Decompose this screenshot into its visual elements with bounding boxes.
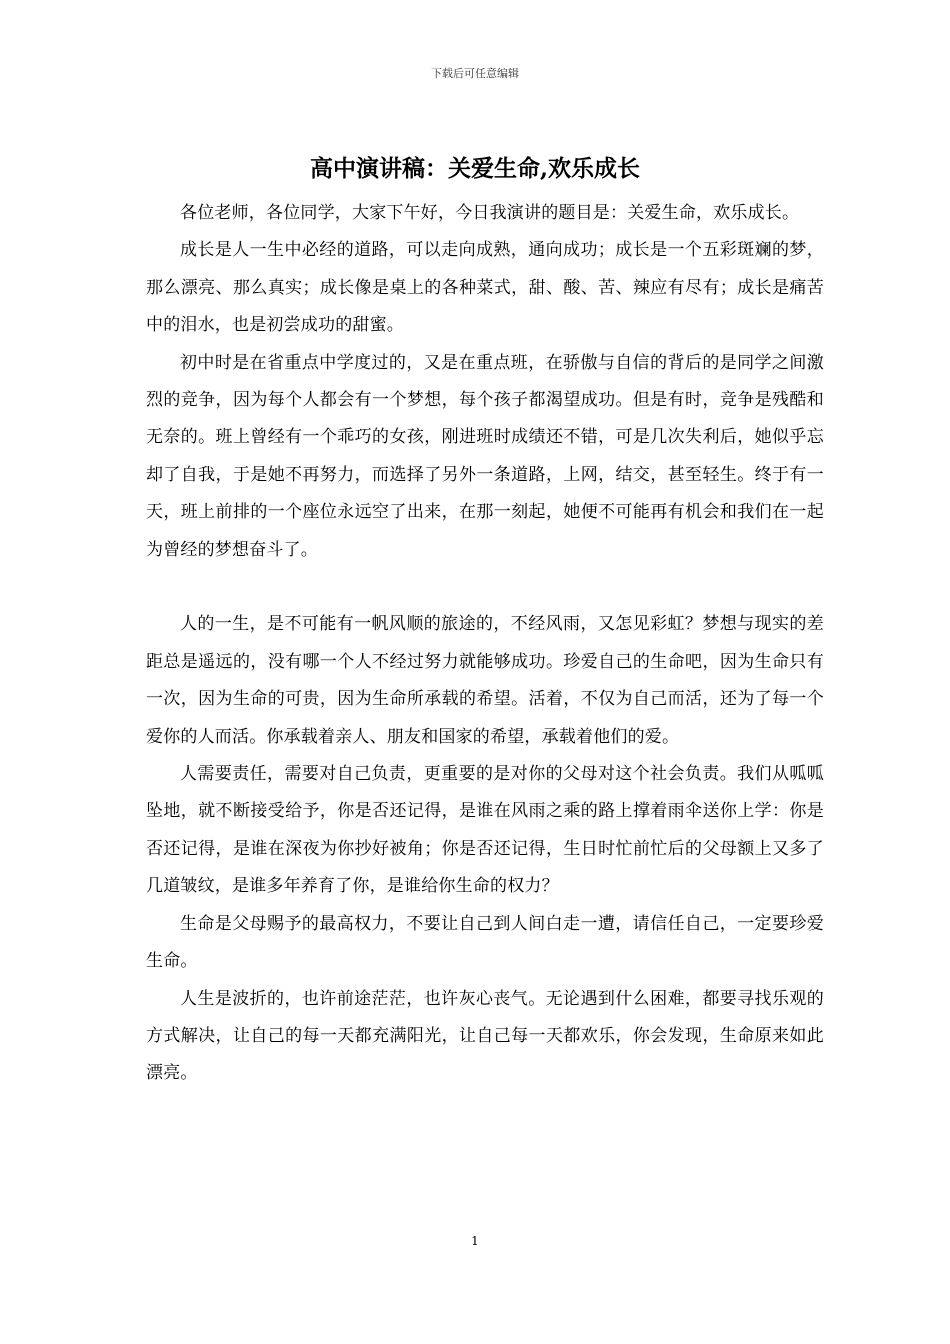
paragraph-greeting: 各位老师，各位同学，大家下午好，今日我演讲的题目是：关爱生命，欢乐成长。 [180,203,800,223]
paragraph-middle-school: 初中时是在省重点中学度过的，又是在重点班，在骄傲与自信的背后的是同学之间激烈的竞争，因为每个人都会有一个梦想，每个孩子都渴望成功。但是有时，竞争是残酷和无奈的。班上曾经有一个乖巧的女孩，刚进班时成绩还不错，可是几次失利后，她似乎忘却了自我，于是她不再努力，而选择了另外一条道路，上网，结交，甚至轻生。终于有一天，班上前排的一个座位永远空了出来，在那一刻起，她便不可能再有机会和我们在一起为曾经的梦想奋斗了。 [146,352,824,560]
paragraph-life-journey: 人的一生，是不可能有一帆风顺的旅途的，不经风雨，又怎见彩虹？梦想与现实的差距总是遥远的，没有哪一个人不经过努力就能够成功。珍爱自己的生命吧，因为生命只有一次，因为生命的可贵，因为生命所承载的希望。活着，不仅为自己而活，还为了每一个爱你的人而活。你承载着亲人、朋友和国家的希望，承载着他们的爱。 [146,614,824,747]
paragraph-responsibility: 人需要责任，需要对自己负责，更重要的是对你的父母对这个社会负责。我们从呱呱坠地，就不断接受给予，你是否还记得，是谁在风雨之乘的路上撑着雨伞送你上学：你是否还记得，是谁在深夜为你抄好被角；你是否还记得，生日时忙前忙后的父母额上又多了几道皱纹，是谁多年养育了你，是谁给你生命的权力？ [146,764,824,897]
paragraph-spacer [146,569,824,606]
paragraph-growth: 成长是人一生中必经的道路，可以走向成熟，通向成功；成长是一个五彩斑斓的梦，那么漂亮、那么真实；成长像是桌上的各种菜式，甜、酸、苦、辣应有尽有；成长是痛苦中的泪水，也是初尝成功的甜蜜。 [146,240,824,336]
header-note: 下载后可任意编辑 [431,67,519,80]
paragraph-optimism: 人生是波折的，也许前途茫茫，也许灰心丧气。无论遇到什么困难，都要寻找乐观的方式解决，让自己的每一天都充满阳光，让自己每一天都欢乐，你会发现，生命原来如此漂亮。 [146,988,824,1084]
page-title: 高中演讲稿：关爱生命,欢乐成长 [309,155,640,182]
page-number: 1 [471,1234,479,1248]
document-body [146,195,824,1093]
paragraph-cherish-life: 生命是父母赐予的最高权力，不要让自己到人间白走一遭，请信任自己，一定要珍爱生命。 [146,913,824,972]
